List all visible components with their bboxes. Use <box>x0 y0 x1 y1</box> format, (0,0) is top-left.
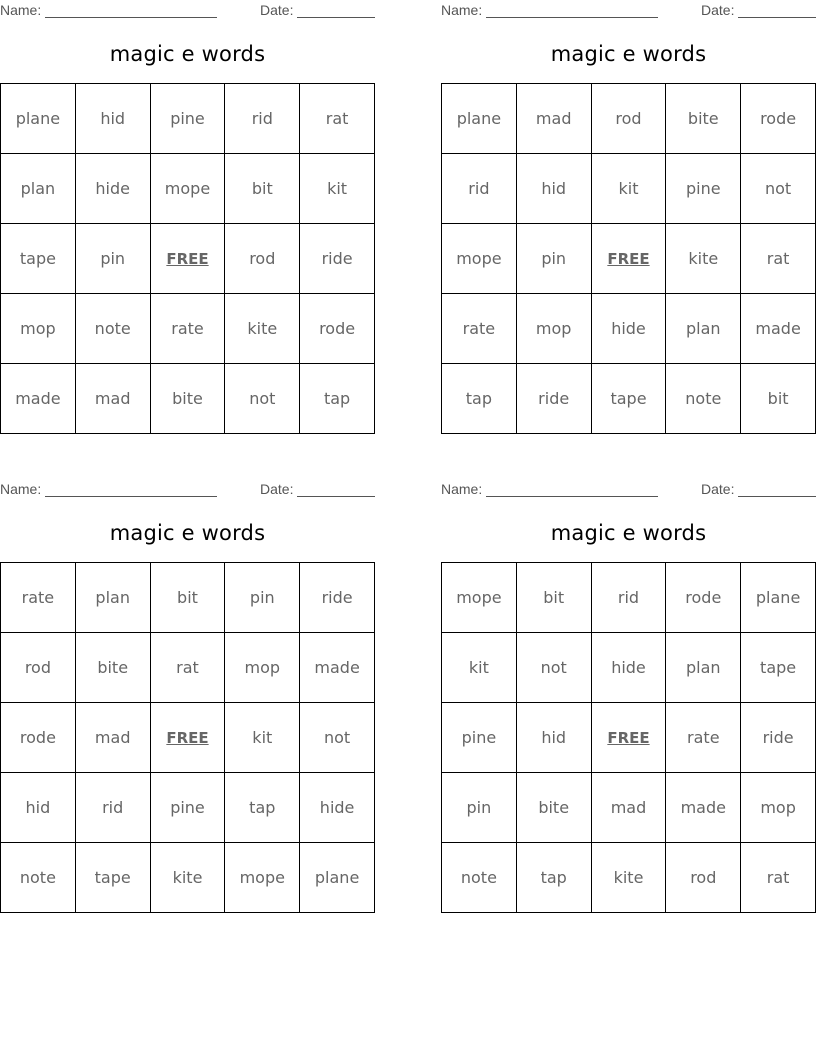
grid-cell: rate <box>666 703 741 773</box>
grid-cell: rode <box>666 563 741 633</box>
grid-cell: ride <box>300 224 375 294</box>
grid-cell: note <box>442 843 517 913</box>
grid-cell: ride <box>741 703 816 773</box>
grid-cell: bite <box>666 84 741 154</box>
grid-cell: hid <box>517 154 592 224</box>
grid-cell: pin <box>517 224 592 294</box>
grid-cell: tap <box>517 843 592 913</box>
free-space-cell: FREE <box>151 224 226 294</box>
grid-cell: rod <box>592 84 667 154</box>
name-label: Name: <box>441 2 483 18</box>
grid-cell: kit <box>300 154 375 224</box>
bingo-card-2 <box>441 0 816 434</box>
date-field-line <box>297 2 375 18</box>
grid-cell: note <box>1 843 76 913</box>
grid-cell: rode <box>300 294 375 364</box>
name-field-line <box>45 481 217 497</box>
grid-cell: plane <box>1 84 76 154</box>
grid-cell: rod <box>1 633 76 703</box>
bingo-card-3 <box>0 479 375 913</box>
grid-cell: made <box>666 773 741 843</box>
grid-cell: bit <box>517 563 592 633</box>
card-title: magic e words <box>109 521 266 545</box>
grid-cell: mope <box>151 154 226 224</box>
grid-cell: kite <box>151 843 226 913</box>
grid-cell: plan <box>666 294 741 364</box>
grid-cell: bit <box>741 364 816 434</box>
free-space-cell: FREE <box>592 224 667 294</box>
name-label: Name: <box>441 481 483 497</box>
grid-cell: hid <box>517 703 592 773</box>
bingo-card-1 <box>0 0 375 434</box>
grid-cell: mop <box>1 294 76 364</box>
grid-cell: kit <box>592 154 667 224</box>
bingo-grid <box>0 83 375 434</box>
grid-cell: rate <box>151 294 226 364</box>
bingo-grid <box>441 562 816 913</box>
bingo-grid <box>0 562 375 913</box>
card-header <box>441 2 816 20</box>
grid-cell: made <box>300 633 375 703</box>
grid-cell: kite <box>225 294 300 364</box>
grid-cell: mad <box>592 773 667 843</box>
grid-cell: not <box>741 154 816 224</box>
grid-cell: not <box>225 364 300 434</box>
grid-cell: rode <box>1 703 76 773</box>
grid-cell: mad <box>76 703 151 773</box>
name-field-line <box>486 481 658 497</box>
free-space-cell: FREE <box>151 703 226 773</box>
grid-cell: pine <box>151 84 226 154</box>
name-label: Name: <box>0 2 42 18</box>
grid-cell: kit <box>225 703 300 773</box>
name-field-line <box>486 2 658 18</box>
date-field-line <box>738 481 816 497</box>
name-field-line <box>45 2 217 18</box>
grid-cell: mop <box>517 294 592 364</box>
grid-cell: pine <box>442 703 517 773</box>
grid-cell: tape <box>76 843 151 913</box>
name-label: Name: <box>0 481 42 497</box>
grid-cell: rid <box>76 773 151 843</box>
grid-cell: rat <box>741 843 816 913</box>
grid-cell: mope <box>225 843 300 913</box>
grid-cell: pin <box>225 563 300 633</box>
grid-cell: note <box>76 294 151 364</box>
grid-cell: mad <box>517 84 592 154</box>
date-label: Date: <box>260 2 294 18</box>
grid-cell: hid <box>76 84 151 154</box>
grid-cell: tape <box>741 633 816 703</box>
grid-cell: kit <box>442 633 517 703</box>
grid-cell: mop <box>225 633 300 703</box>
grid-cell: kite <box>592 843 667 913</box>
date-field-line <box>738 2 816 18</box>
card-title: magic e words <box>109 42 266 66</box>
card-title: magic e words <box>550 42 707 66</box>
grid-cell: hide <box>592 633 667 703</box>
grid-cell: rat <box>300 84 375 154</box>
grid-cell: rod <box>666 843 741 913</box>
grid-cell: mope <box>442 563 517 633</box>
grid-cell: plane <box>300 843 375 913</box>
grid-cell: rat <box>741 224 816 294</box>
grid-cell: rat <box>151 633 226 703</box>
grid-cell: hide <box>76 154 151 224</box>
card-header <box>0 481 375 499</box>
bingo-grid <box>441 83 816 434</box>
grid-cell: plane <box>442 84 517 154</box>
grid-cell: hide <box>592 294 667 364</box>
grid-cell: plan <box>76 563 151 633</box>
grid-cell: ride <box>300 563 375 633</box>
grid-cell: pin <box>442 773 517 843</box>
grid-cell: tap <box>442 364 517 434</box>
grid-cell: rate <box>1 563 76 633</box>
grid-cell: rid <box>225 84 300 154</box>
grid-cell: bite <box>517 773 592 843</box>
grid-cell: bit <box>151 563 226 633</box>
date-label: Date: <box>701 481 735 497</box>
grid-cell: made <box>1 364 76 434</box>
grid-cell: bite <box>151 364 226 434</box>
grid-cell: note <box>666 364 741 434</box>
grid-cell: rid <box>592 563 667 633</box>
grid-cell: hide <box>300 773 375 843</box>
grid-cell: plane <box>741 563 816 633</box>
grid-cell: rode <box>741 84 816 154</box>
grid-cell: mope <box>442 224 517 294</box>
free-space-cell: FREE <box>592 703 667 773</box>
grid-cell: bite <box>76 633 151 703</box>
grid-cell: made <box>741 294 816 364</box>
grid-cell: pine <box>151 773 226 843</box>
grid-cell: tap <box>300 364 375 434</box>
grid-cell: not <box>517 633 592 703</box>
grid-cell: rid <box>442 154 517 224</box>
grid-cell: tap <box>225 773 300 843</box>
date-field-line <box>297 481 375 497</box>
date-label: Date: <box>701 2 735 18</box>
grid-cell: rod <box>225 224 300 294</box>
grid-cell: ride <box>517 364 592 434</box>
date-label: Date: <box>260 481 294 497</box>
grid-cell: mop <box>741 773 816 843</box>
grid-cell: kite <box>666 224 741 294</box>
grid-cell: mad <box>76 364 151 434</box>
card-header <box>0 2 375 20</box>
grid-cell: bit <box>225 154 300 224</box>
bingo-card-4 <box>441 479 816 913</box>
grid-cell: rate <box>442 294 517 364</box>
grid-cell: plan <box>1 154 76 224</box>
grid-cell: plan <box>666 633 741 703</box>
card-header <box>441 481 816 499</box>
grid-cell: pine <box>666 154 741 224</box>
grid-cell: not <box>300 703 375 773</box>
card-title: magic e words <box>550 521 707 545</box>
grid-cell: tape <box>1 224 76 294</box>
grid-cell: pin <box>76 224 151 294</box>
grid-cell: tape <box>592 364 667 434</box>
grid-cell: hid <box>1 773 76 843</box>
